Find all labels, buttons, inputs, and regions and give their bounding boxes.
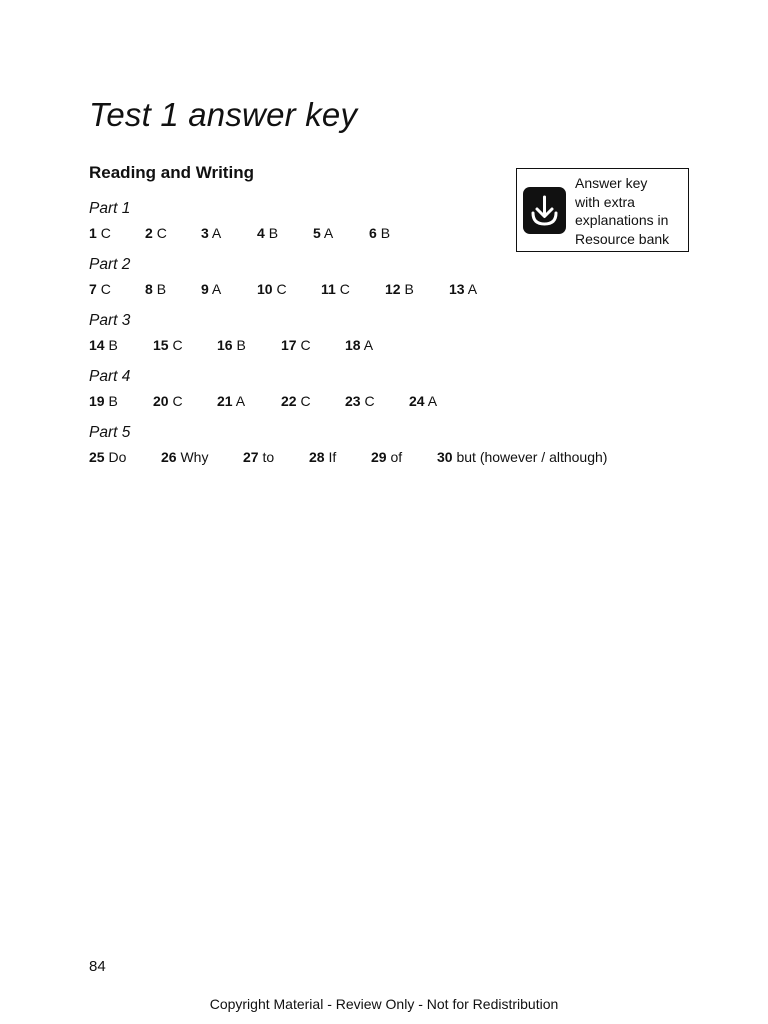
answer-item [313,222,333,244]
page-title: Test 1 answer key [89,96,358,133]
answer-item [369,222,390,244]
question-number: 23 [345,393,361,409]
question-number: 5 [313,225,321,241]
answer-item [145,222,167,244]
answer-value: B [236,337,246,353]
resource-bank-callout [516,168,689,252]
question-number: 14 [89,337,105,353]
question-number: 30 [437,449,453,465]
answer-value: B [108,393,118,409]
answer-item [89,446,126,468]
answer-value: C [100,225,111,241]
answer-row [89,446,608,468]
question-number: 17 [281,337,297,353]
answer-value: Why [180,449,209,465]
answer-item [309,446,336,468]
answer-value: C [156,225,167,241]
answer-item [437,446,607,468]
question-number: 13 [449,281,465,297]
part-label: Part 3 [89,312,131,329]
answer-value: A [235,393,246,409]
question-number: 24 [409,393,425,409]
question-number: 16 [217,337,233,353]
answer-item [217,334,246,356]
question-number: 19 [89,393,105,409]
answer-item [89,334,118,356]
answer-item [345,390,375,412]
answer-item [201,278,221,300]
answer-item [281,334,311,356]
question-number: 27 [243,449,259,465]
part-3 [89,310,374,356]
page-number: 84 [89,958,106,975]
part-1 [89,198,391,244]
answer-value: C [172,337,183,353]
part-4 [89,366,438,412]
part-label: Part 2 [89,256,131,273]
question-number: 25 [89,449,105,465]
answer-item [89,390,118,412]
answer-row [89,390,438,412]
answer-value: A [363,337,374,353]
answer-item [89,278,111,300]
answer-item [257,278,287,300]
answer-value: B [268,225,279,241]
answer-item [201,222,221,244]
section-heading: Reading and Writing [89,163,254,182]
answer-value: A [211,281,222,297]
question-number: 7 [89,281,97,297]
question-number: 8 [145,281,153,297]
answer-item [321,278,350,300]
question-number: 29 [371,449,387,465]
answer-item [89,222,111,244]
question-number: 22 [281,393,297,409]
answer-value: C [300,393,311,409]
answer-value: C [364,393,375,409]
answer-value: C [172,393,183,409]
answer-value: C [276,281,287,297]
question-number: 15 [153,337,169,353]
answer-value: B [156,281,167,297]
answer-value: C [100,281,111,297]
callout-text [575,174,687,248]
question-number: 2 [145,225,153,241]
answer-item [281,390,311,412]
answer-row [89,222,391,244]
question-number: 1 [89,225,97,241]
answer-item [449,278,477,300]
question-number: 20 [153,393,169,409]
answer-value: A [427,393,438,409]
answer-value: but (however / although) [456,449,608,465]
question-number: 4 [257,225,265,241]
question-number: 3 [201,225,209,241]
answer-value: C [300,337,311,353]
callout-line: Answer key [575,175,648,191]
answer-item [243,446,274,468]
question-number: 6 [369,225,377,241]
answer-value: If [328,449,337,465]
answer-item [257,222,278,244]
callout-line: explanations in [575,212,669,228]
question-number: 12 [385,281,401,297]
answer-item [409,390,437,412]
question-number: 26 [161,449,177,465]
answer-item [161,446,208,468]
answer-value: A [323,225,334,241]
answer-item [217,390,245,412]
answer-item [153,334,183,356]
answer-value: of [390,449,403,465]
answer-value: B [380,225,391,241]
part-label: Part 5 [89,424,131,441]
question-number: 18 [345,337,361,353]
question-number: 28 [309,449,325,465]
answer-value: A [211,225,222,241]
part-2 [89,254,478,300]
download-icon [523,187,566,234]
answer-item [145,278,166,300]
answer-row [89,334,374,356]
answer-item [371,446,402,468]
answer-value: Do [108,449,127,465]
question-number: 10 [257,281,273,297]
part-5 [89,422,608,468]
answer-value: C [339,281,350,297]
question-number: 11 [321,281,336,297]
answer-value: B [404,281,414,297]
answer-value: A [467,281,478,297]
question-number: 9 [201,281,209,297]
question-number: 21 [217,393,233,409]
copyright-notice: Copyright Material - Review Only - Not for Redistribution [209,996,559,1012]
answer-item [385,278,414,300]
answer-value: B [108,337,118,353]
callout-line: Resource bank [575,230,670,247]
answer-item [345,334,373,356]
callout-line: with extra [575,193,635,210]
part-label: Part 4 [89,368,131,385]
answer-item [153,390,183,412]
answer-value: to [262,449,275,465]
answer-row [89,278,478,300]
part-label: Part 1 [89,200,131,217]
